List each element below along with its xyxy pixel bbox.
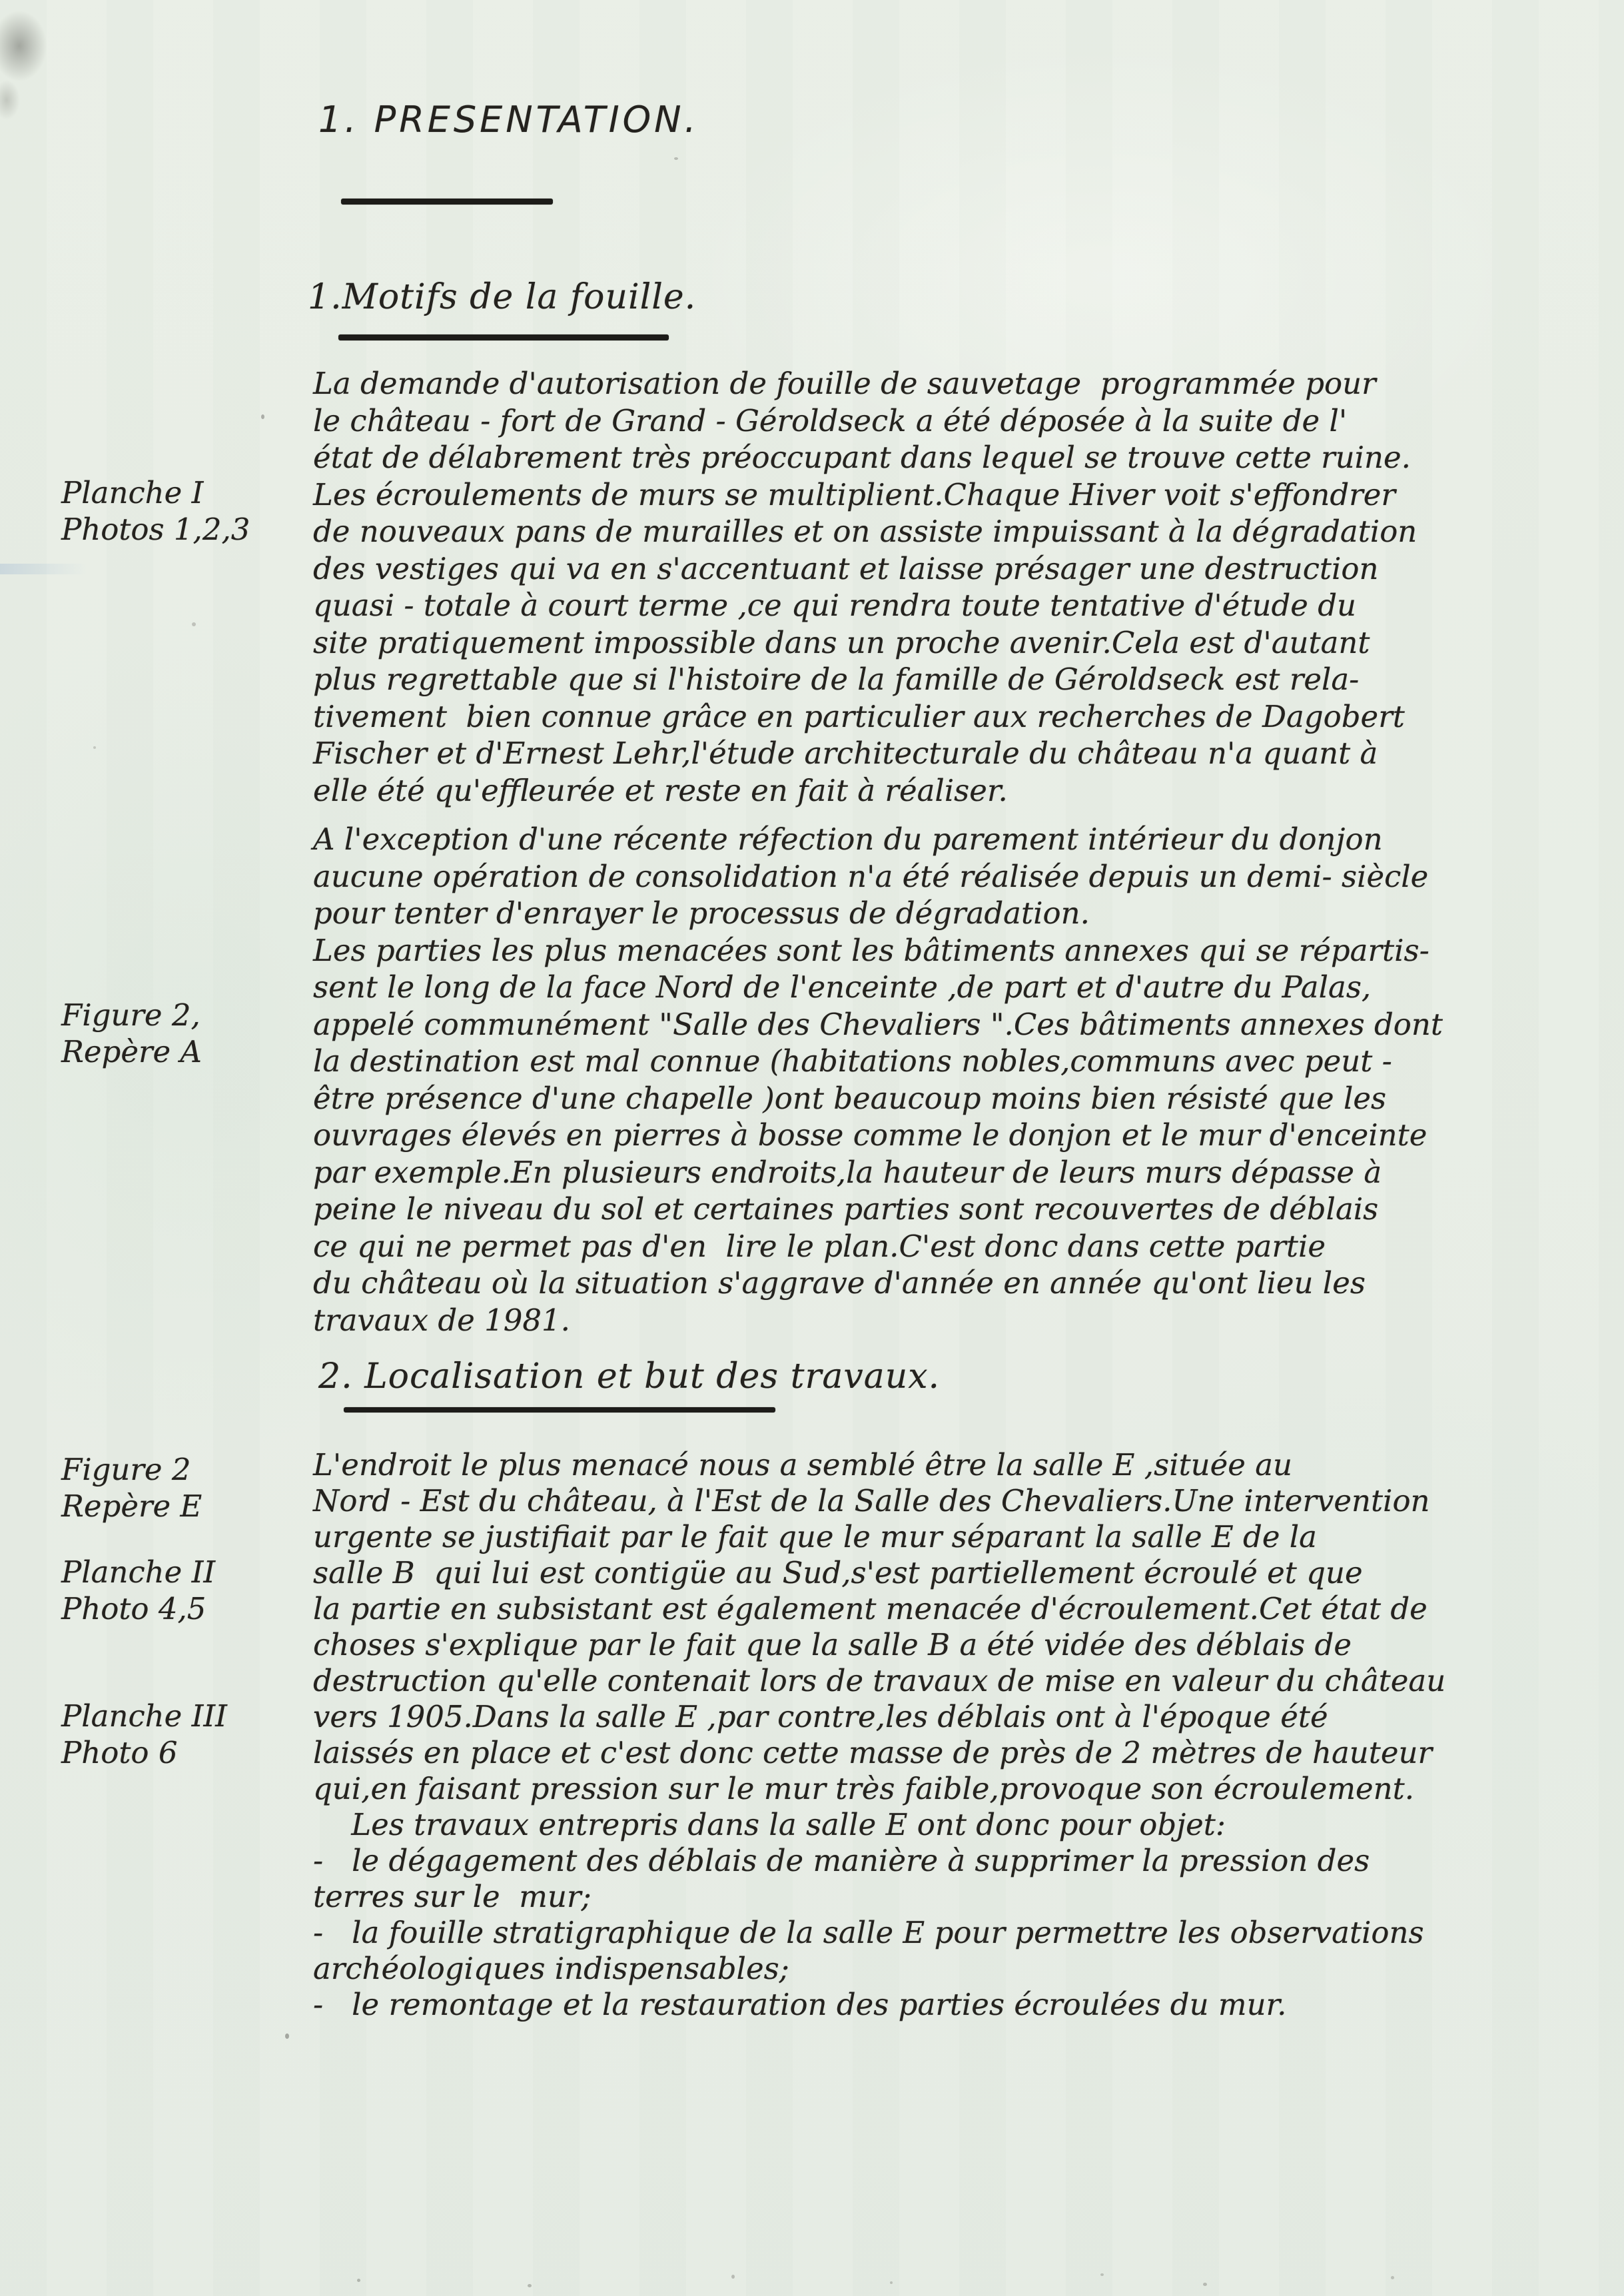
scan-speck: [674, 157, 678, 160]
text-line: qui,en faisant pression sur le mur très faible,provoque son écroulement.: [313, 1771, 1415, 1806]
text-line: plus regrettable que si l'histoire de la famille de Géroldseck est rela-: [313, 662, 1360, 697]
text-line: elle été qu'effleurée et reste en fait à réaliser.: [313, 772, 1008, 808]
text-line: ouvrages élevés en pierres à bosse comme le donjon et le mur d'enceinte: [313, 1117, 1427, 1153]
text-line: appelé communément "Salle des Chevaliers ".Ces bâtiments annexes dont: [313, 1006, 1443, 1042]
margin-note-figure-2-repere-e: [61, 1451, 202, 1524]
text-line: état de délabrement très préoccupant dans lequel se trouve cette ruine.: [313, 440, 1411, 475]
scan-speck: [192, 622, 196, 626]
part-heading-underline: [341, 199, 553, 205]
part-heading: 1. PRESENTATION.: [318, 99, 699, 141]
margin-note-planche-3: [61, 1698, 227, 1771]
text-line: Les parties les plus menacées sont les bâtiments annexes qui se répartis-: [313, 932, 1429, 968]
margin-note-line: Planche II: [61, 1554, 216, 1590]
text-line: A l'exception d'une récente réfection du parement intérieur du donjon: [313, 822, 1383, 857]
text-line: des vestiges qui va en s'accentuant et laisse présager une destruction: [313, 550, 1379, 586]
text-line: choses s'explique par le fait que la salle B a été vidée des déblais de: [313, 1627, 1352, 1662]
margin-note-line: Repère E: [61, 1488, 203, 1524]
text-line: du château où la situation s'aggrave d'année en année qu'ont lieu les: [313, 1265, 1366, 1301]
margin-note-line: Photos 1,2,3: [61, 512, 250, 547]
text-line: laissés en place et c'est donc cette masse de près de 2 mètres de hauteur: [313, 1735, 1432, 1770]
text-line: site pratiquement impossible dans un proche avenir.Cela est d'autant: [313, 624, 1370, 660]
section-2-underline: [344, 1407, 775, 1413]
text-line: L'endroit le plus menacé nous a semblé être la salle E ,située au: [313, 1447, 1293, 1482]
margin-note-figure-2-repere-a: [61, 997, 202, 1070]
text-line: Les écroulements de murs se multiplient.Chaque Hiver voit s'effondrer: [313, 476, 1396, 512]
text-line: terres sur le mur;: [313, 1879, 592, 1914]
scan-speck: [1391, 2276, 1394, 2279]
scan-speck: [93, 746, 96, 749]
margin-note-line: Planche I: [61, 475, 204, 510]
text-line: La demande d'autorisation de fouille de sauvetage programmée pour: [313, 366, 1376, 401]
scan-speck: [357, 2279, 360, 2282]
scan-speck: [261, 414, 264, 419]
text-line: par exemple.En plusieurs endroits,la hauteur de leurs murs dépasse à: [313, 1154, 1382, 1190]
text-line: tivement bien connue grâce en particulier aux recherches de Dagobert: [313, 698, 1405, 734]
text-line: être présence d'une chapelle )ont beaucoup moins bien résisté que les: [313, 1080, 1387, 1116]
text-line: le château - fort de Grand - Géroldseck a été déposée à la suite de l': [313, 402, 1348, 438]
text-line: la destination est mal connue (habitations nobles,communs avec peut -: [313, 1043, 1392, 1079]
text-line: salle B qui lui est contigüe au Sud,s'est partiellement écroulé et que: [313, 1555, 1363, 1590]
scan-speck: [1100, 2273, 1104, 2276]
margin-note-line: Repère A: [61, 1034, 202, 1069]
text-line: pour tenter d'enrayer le processus de dégradation.: [313, 895, 1090, 931]
text-line: aucune opération de consolidation n'a été réalisée depuis un demi- siècle: [313, 858, 1429, 894]
section-2-heading: 2. Localisation et but des travaux.: [318, 1357, 941, 1397]
text-line: archéologiques indispensables;: [313, 1951, 789, 1986]
text-line: quasi - totale à court terme ,ce qui rendra toute tentative d'étude du: [313, 588, 1356, 623]
text-line: la partie en subsistant est également menacée d'écroulement.Cet état de: [313, 1591, 1427, 1626]
text-line: Nord - Est du château, à l'Est de la Salle des Chevaliers.Une intervention: [313, 1483, 1430, 1518]
text-line: vers 1905.Dans la salle E ,par contre,les déblais ont à l'époque été: [313, 1699, 1328, 1734]
section-1-underline: [338, 334, 669, 340]
text-line: Les travaux entrepris dans la salle E ont donc pour objet:: [313, 1807, 1226, 1842]
scan-speck: [890, 2281, 893, 2284]
scan-speck: [528, 2284, 532, 2287]
text-line: sent le long de la face Nord de l'enceinte ,de part et d'autre du Palas,: [313, 969, 1372, 1005]
margin-note-line: Photo 4,5: [61, 1591, 206, 1626]
margin-note-line: Figure 2,: [61, 997, 201, 1033]
scan-smudge: [0, 9, 48, 83]
text-line: de nouveaux pans de murailles et on assiste impuissant à la dégradation: [313, 514, 1418, 549]
text-line: urgente se justifiait par le fait que le mur séparant la salle E de la: [313, 1519, 1317, 1554]
scan-speck: [285, 2033, 289, 2039]
text-line: - le remontage et la restauration des parties écroulées du mur.: [313, 1987, 1287, 2022]
margin-note-line: Planche III: [61, 1698, 227, 1734]
paragraph-motifs-2: [313, 821, 1459, 1339]
paragraph-localisation: [313, 1447, 1459, 2023]
scan-smudge: [0, 80, 20, 120]
margin-note-planche-1: [61, 474, 250, 548]
text-line: destruction qu'elle contenait lors de travaux de mise en valeur du château: [313, 1663, 1446, 1698]
text-line: ce qui ne permet pas d'en lire le plan.C'est donc dans cette partie: [313, 1228, 1326, 1264]
scan-speck: [731, 2275, 735, 2279]
text-line: - la fouille stratigraphique de la salle E pour permettre les observations: [313, 1915, 1424, 1950]
scan-speck: [1203, 2283, 1207, 2286]
text-line: travaux de 1981.: [313, 1302, 570, 1338]
text-line: - le dégagement des déblais de manière à supprimer la pression des: [313, 1843, 1370, 1878]
paragraph-motifs-1: [313, 365, 1459, 809]
text-line: Fischer et d'Ernest Lehr,l'étude architecturale du château n'a quant à: [313, 736, 1378, 771]
margin-note-line: Figure 2: [61, 1452, 191, 1487]
text-line: peine le niveau du sol et certaines parties sont recouvertes de déblais: [313, 1191, 1379, 1227]
margin-note-planche-2: [61, 1554, 215, 1627]
margin-note-line: Photo 6: [61, 1735, 178, 1770]
scan-streak: [0, 564, 87, 574]
section-1-heading: 1.Motifs de la fouille.: [308, 277, 697, 317]
